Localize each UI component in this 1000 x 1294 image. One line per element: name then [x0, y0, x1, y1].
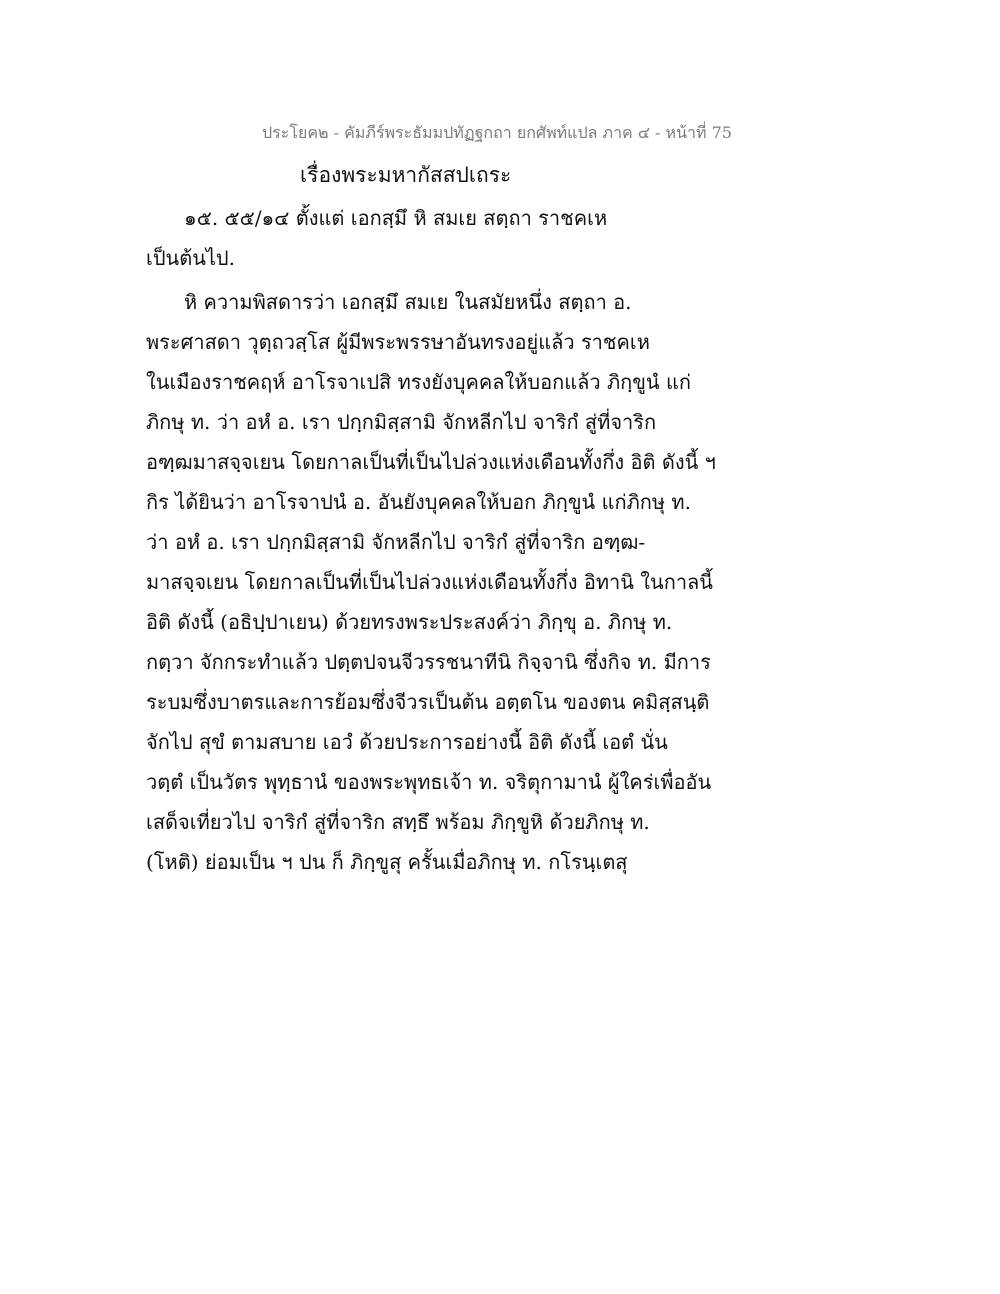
running-header: ประโยค๒ - คัมภีร์พระธัมมปทัฏฐกถา ยกศัพท์แปล ภาค ๔ - หน้าที่ 75 [262, 123, 732, 142]
text-line: กตฺวา จักกระทำแล้ว ปตฺตปจนจีวรรชนาทีนิ กิจฺจานิ ซึ่งกิจ ท. มีการ [146, 650, 711, 674]
body-text [146, 198, 716, 882]
text-line: มาสจฺจเยน โดยกาลเป็นที่เป็นไปล่วงแห่งเดือนทั้งกึ่ง อิทานิ ในกาลนี้ [146, 570, 713, 594]
text-line: หิ ความพิสดารว่า เอกสฺมึ สมเย ในสมัยหนึ่ง สตฺถา อ. [184, 290, 632, 314]
text-line: จักไป สุขํ ตามสบาย เอวํ ด้วยประการอย่างนี้ อิติ ดังนี้ เอตํ นั่น [146, 730, 668, 754]
text-line: เป็นต้นไป. [146, 246, 235, 270]
text-line: อิติ ดังนี้ (อธิปฺปาเยน) ด้วยทรงพระประสงค์ว่า ภิกฺขุ อ. ภิกษุ ท. [146, 610, 673, 634]
text-line: เสด็จเที่ยวไป จาริกํ สู่ที่จาริก สทฺธึ พร้อม ภิกฺขูหิ ด้วยภิกษุ ท. [146, 810, 650, 834]
text-line: กิร ได้ยินว่า อาโรจาปนํ อ. อันยังบุคคลให้บอก ภิกฺขูนํ แก่ภิกษุ ท. [146, 490, 691, 514]
text-line: ภิกษุ ท. ว่า อหํ อ. เรา ปกฺกมิสฺสามิ จักหลีกไป จาริกํ สู่ที่จาริก [146, 410, 657, 434]
paragraph-2 [146, 282, 716, 882]
text-line: (โหติ) ย่อมเป็น ฯ ปน ก็ ภิกฺขูสุ ครั้นเมื่อภิกษุ ท. กโรนฺเตสุ [146, 850, 628, 874]
story-title: เรื่องพระมหากัสสปเถระ [300, 163, 512, 187]
text-line: ว่า อหํ อ. เรา ปกฺกมิสฺสามิ จักหลีกไป จาริกํ สู่ที่จาริก อฑฺฒ- [146, 530, 646, 554]
text-line: วตฺตํ เป็นวัตร พุทฺธานํ ของพระพุทธเจ้า ท. จริตุกามานํ ผู้ใคร่เพื่ออัน [146, 770, 712, 794]
text-line: ๑๕. ๕๕/๑๔ ตั้งแต่ เอกสฺมึ หิ สมเย สตฺถา ราชคเห [184, 206, 608, 230]
text-line: ในเมืองราชคฤห์ อาโรจาเปสิ ทรงยังบุคคลให้บอกแล้ว ภิกฺขูนํ แก่ [146, 370, 691, 394]
text-line: ระบมซึ่งบาตรและการย้อมซึ่งจีวรเป็นต้น อตฺตโน ของตน คมิสฺสนฺติ [146, 690, 710, 714]
paragraph-1 [146, 198, 706, 278]
text-line: พระศาสดา วุตฺถวสฺโส ผู้มีพระพรรษาอันทรงอยู่แล้ว ราชคเห [146, 330, 650, 354]
text-line: อฑฺฒมาสจฺจเยน โดยกาลเป็นที่เป็นไปล่วงแห่งเดือนทั้งกึ่ง อิติ ดังนี้ ฯ [146, 450, 716, 474]
